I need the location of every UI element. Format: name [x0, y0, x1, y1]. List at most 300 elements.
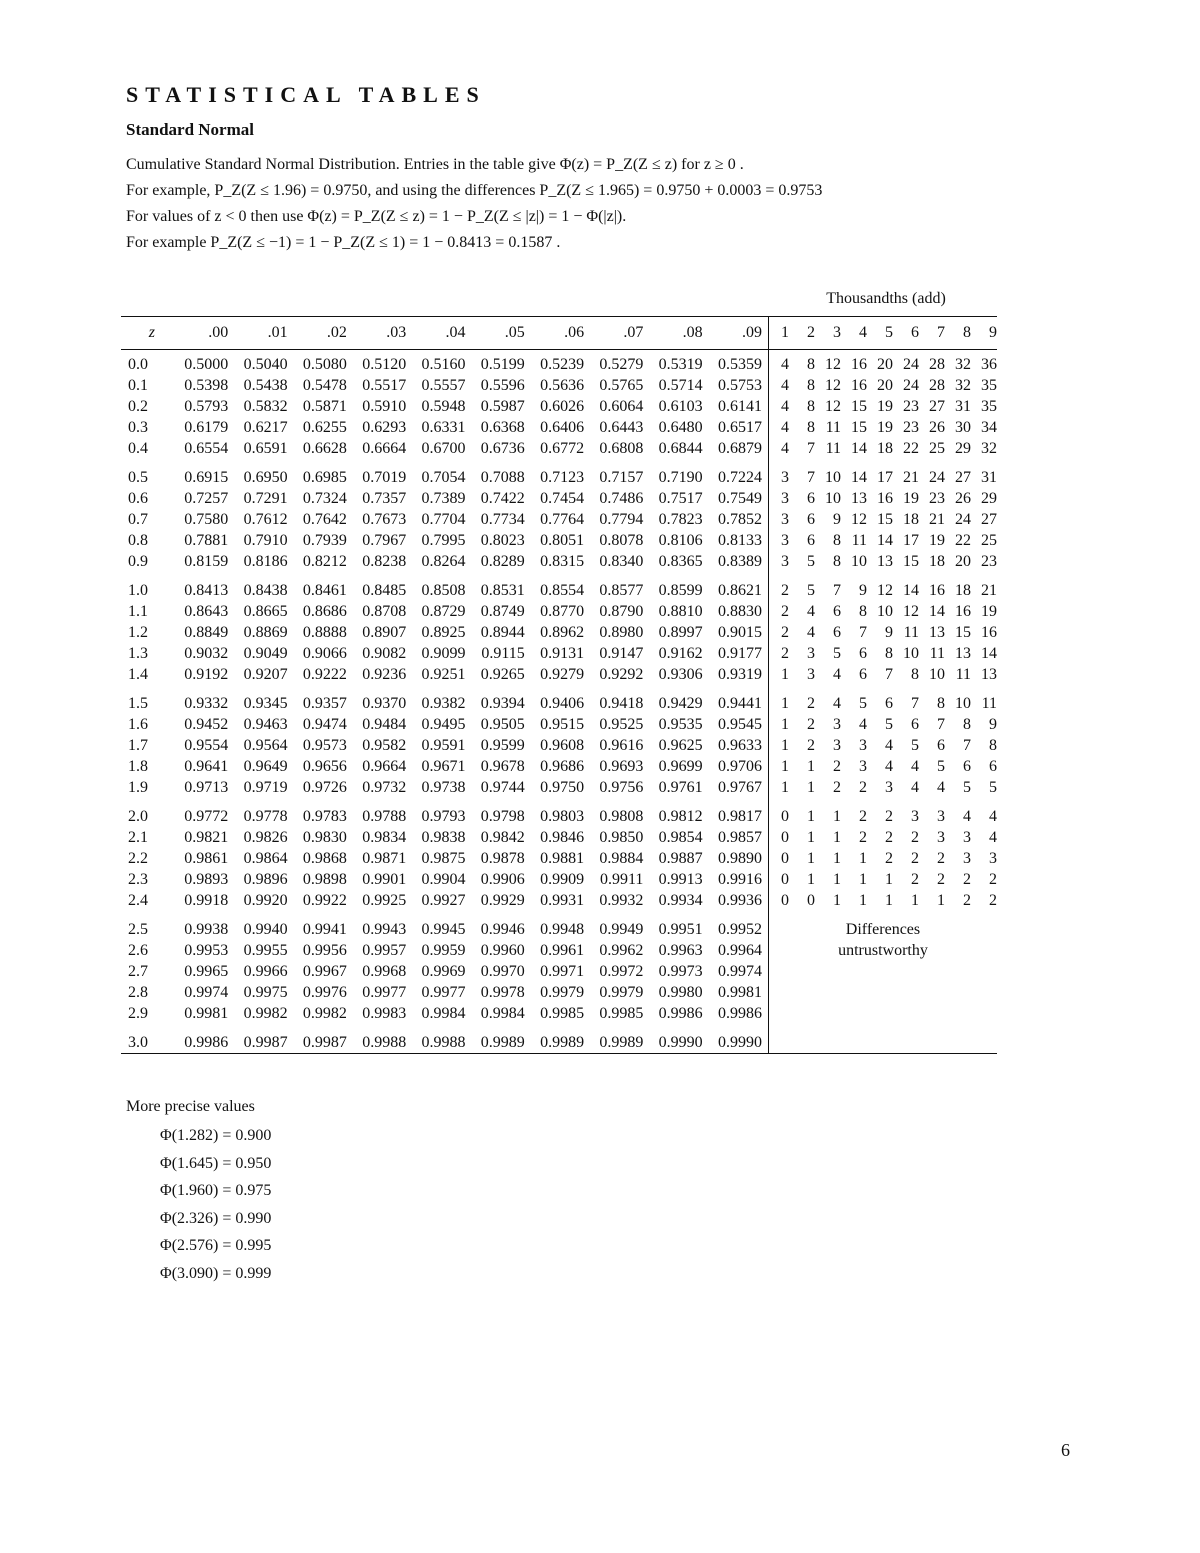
probability-cell: 0.5120 — [362, 356, 407, 373]
probability-cell: 0.9906 — [480, 871, 525, 888]
probability-cell: 0.9633 — [717, 737, 762, 754]
difference-cell: 1 — [806, 758, 815, 775]
probability-cell: 0.8665 — [243, 603, 288, 620]
probability-cell: 0.7357 — [362, 490, 407, 507]
probability-cell: 0.9564 — [243, 737, 288, 754]
difference-cell: 10 — [850, 553, 867, 570]
probability-cell: 0.8413 — [184, 582, 229, 599]
difference-cell: 7 — [962, 737, 971, 754]
probability-cell: 0.9861 — [184, 850, 229, 867]
row-gap — [155, 459, 169, 488]
difference-cell: 1 — [806, 850, 815, 867]
probability-cell: 0.8577 — [599, 582, 644, 599]
difference-cell: 24 — [902, 356, 919, 373]
probability-cell: 0.6293 — [362, 419, 407, 436]
probability-cell: 0.6844 — [658, 440, 703, 457]
difference-cell: 8 — [806, 356, 815, 373]
precise-value: Φ(3.090) = 0.999 — [160, 1264, 272, 1282]
probability-cell: 0.9949 — [599, 921, 644, 938]
column-header: .03 — [347, 317, 406, 350]
normal-distribution-table — [121, 316, 997, 1054]
difference-cell: 9 — [832, 511, 841, 528]
probability-cell: 0.9953 — [184, 942, 229, 959]
probability-cell: 0.8051 — [540, 532, 585, 549]
probability-cell: 0.9922 — [302, 892, 347, 909]
probability-cell: 0.9664 — [362, 758, 407, 775]
difference-cell: 2 — [936, 850, 945, 867]
column-header: .06 — [525, 317, 584, 350]
probability-cell: 0.7852 — [717, 511, 762, 528]
difference-cell: 22 — [902, 440, 919, 457]
probability-cell: 0.9984 — [421, 1005, 466, 1022]
probability-cell: 0.5596 — [480, 377, 525, 394]
column-header: .02 — [288, 317, 347, 350]
probability-cell: 0.9032 — [184, 645, 229, 662]
difference-cell: 8 — [832, 553, 841, 570]
row-gap — [155, 848, 169, 869]
difference-header: 3 — [815, 317, 841, 350]
difference-cell: 14 — [902, 582, 919, 599]
difference-cell: 8 — [806, 398, 815, 415]
probability-cell: 0.6217 — [243, 419, 288, 436]
difference-cell: 12 — [824, 356, 841, 373]
difference-cell: 28 — [928, 377, 945, 394]
probability-cell: 0.9989 — [584, 1024, 643, 1054]
difference-header: 4 — [841, 317, 867, 350]
difference-cell: 16 — [850, 356, 867, 373]
table-row-group — [121, 798, 997, 911]
difference-cell: 19 — [876, 419, 893, 436]
probability-cell: 0.9382 — [421, 695, 466, 712]
section-title: Standard Normal — [126, 120, 254, 139]
table-row — [121, 869, 997, 890]
table-row — [121, 417, 997, 438]
difference-cell: 8 — [988, 737, 997, 754]
z-value: 0.5 — [128, 469, 148, 486]
probability-cell: 0.7612 — [243, 511, 288, 528]
table-row — [121, 714, 997, 735]
probability-cell: 0.9236 — [362, 666, 407, 683]
probability-cell: 0.9925 — [362, 892, 407, 909]
difference-cell: 4 — [988, 808, 997, 825]
difference-cell: 10 — [902, 645, 919, 662]
difference-cell: 2 — [806, 716, 815, 733]
probability-cell: 0.6772 — [540, 440, 585, 457]
probability-cell: 0.9904 — [421, 871, 466, 888]
z-value: 1.4 — [128, 666, 148, 683]
probability-cell: 0.8264 — [421, 553, 466, 570]
difference-cell: 25 — [928, 440, 945, 457]
probability-cell: 0.9975 — [243, 984, 288, 1001]
difference-cell: 1 — [910, 892, 919, 909]
probability-cell: 0.7995 — [421, 532, 466, 549]
empty-difference-area — [768, 1024, 997, 1054]
z-value: 2.1 — [128, 829, 148, 846]
probability-cell: 0.9418 — [599, 695, 644, 712]
probability-cell: 0.6808 — [599, 440, 644, 457]
probability-cell: 0.7291 — [243, 490, 288, 507]
difference-cell: 3 — [806, 666, 815, 683]
z-value: 1.2 — [128, 624, 148, 641]
probability-cell: 0.9909 — [540, 871, 585, 888]
difference-cell: 18 — [954, 582, 971, 599]
difference-cell: 7 — [858, 624, 867, 641]
difference-cell: 5 — [832, 645, 841, 662]
table-row — [121, 622, 997, 643]
table-row — [121, 375, 997, 396]
difference-cell: 1 — [884, 871, 893, 888]
row-divider — [762, 1003, 769, 1024]
probability-cell: 0.8810 — [658, 603, 703, 620]
intro-line-3: For values of z < 0 then use Φ(z) = P_Z(Z ≤ z) = 1 − P_Z(Z ≤ |z|) = 1 − Φ(|z|). — [126, 208, 627, 225]
difference-header: 1 — [768, 317, 789, 350]
column-header: .05 — [465, 317, 524, 350]
difference-cell: 16 — [876, 490, 893, 507]
row-gap — [155, 685, 169, 714]
difference-cell: 11 — [851, 532, 867, 549]
table-row — [121, 350, 997, 376]
probability-cell: 0.8770 — [540, 603, 585, 620]
difference-cell: 10 — [876, 603, 893, 620]
difference-cell: 1 — [832, 871, 841, 888]
difference-cell: 3 — [988, 850, 997, 867]
difference-cell: 2 — [884, 829, 893, 846]
probability-cell: 0.8621 — [717, 582, 762, 599]
probability-cell: 0.9846 — [540, 829, 585, 846]
difference-cell: 29 — [954, 440, 971, 457]
probability-cell: 0.7580 — [184, 511, 229, 528]
difference-cell: 2 — [988, 871, 997, 888]
intro-line-2: For example, P_Z(Z ≤ 1.96) = 0.9750, and using the differences P_Z(Z ≤ 1.965) = 0.9750 + 0.0003 = 0.9753 — [126, 182, 823, 199]
difference-cell: 10 — [824, 490, 841, 507]
probability-cell: 0.9920 — [243, 892, 288, 909]
table-row-group — [121, 350, 997, 460]
probability-cell: 0.9788 — [362, 808, 407, 825]
row-gap — [155, 417, 169, 438]
probability-cell: 0.8980 — [599, 624, 644, 641]
probability-cell: 0.9641 — [184, 758, 229, 775]
probability-cell: 0.9192 — [184, 666, 229, 683]
probability-cell: 0.9898 — [302, 871, 347, 888]
probability-cell: 0.6985 — [302, 469, 347, 486]
probability-cell: 0.9979 — [540, 984, 585, 1001]
difference-cell: 6 — [806, 532, 815, 549]
difference-cell: 3 — [780, 553, 789, 570]
probability-cell: 0.9963 — [658, 942, 703, 959]
probability-cell: 0.9525 — [599, 716, 644, 733]
z-value: 2.5 — [128, 921, 148, 938]
probability-cell: 0.8485 — [362, 582, 407, 599]
difference-cell: 5 — [806, 553, 815, 570]
z-value: 2.2 — [128, 850, 148, 867]
difference-cell: 32 — [954, 356, 971, 373]
probability-cell: 0.8340 — [599, 553, 644, 570]
difference-cell: 15 — [954, 624, 971, 641]
table-row — [121, 396, 997, 417]
difference-cell: 6 — [858, 666, 867, 683]
difference-cell: 2 — [884, 808, 893, 825]
probability-cell: 0.6664 — [362, 440, 407, 457]
probability-cell: 0.9761 — [658, 779, 703, 796]
difference-cell: 11 — [981, 695, 997, 712]
probability-cell: 0.9990 — [703, 1024, 762, 1054]
difference-cell: 1 — [832, 829, 841, 846]
difference-header: 2 — [789, 317, 815, 350]
difference-cell: 5 — [858, 695, 867, 712]
row-gap — [155, 622, 169, 643]
z-value: 1.9 — [128, 779, 148, 796]
probability-cell: 0.8186 — [243, 553, 288, 570]
difference-cell: 2 — [910, 850, 919, 867]
probability-cell: 0.9817 — [717, 808, 762, 825]
difference-cell: 2 — [910, 829, 919, 846]
probability-cell: 0.9616 — [599, 737, 644, 754]
column-header: .04 — [406, 317, 465, 350]
difference-cell: 5 — [988, 779, 997, 796]
probability-cell: 0.9985 — [540, 1005, 585, 1022]
probability-cell: 0.8315 — [540, 553, 585, 570]
probability-cell: 0.9979 — [599, 984, 644, 1001]
difference-cell: 0 — [780, 829, 789, 846]
probability-cell: 0.9986 — [717, 1005, 762, 1022]
row-divider — [762, 961, 769, 982]
precise-values-heading: More precise values — [126, 1098, 255, 1115]
probability-cell: 0.9987 — [228, 1024, 287, 1054]
probability-cell: 0.9463 — [243, 716, 288, 733]
difference-cell: 2 — [858, 779, 867, 796]
probability-cell: 0.6480 — [658, 419, 703, 436]
z-value: 2.6 — [128, 942, 148, 959]
difference-cell: 16 — [850, 377, 867, 394]
probability-cell: 0.6064 — [599, 398, 644, 415]
probability-cell: 0.7794 — [599, 511, 644, 528]
probability-cell: 0.6331 — [421, 419, 466, 436]
table-row — [121, 1024, 997, 1054]
difference-cell: 7 — [806, 440, 815, 457]
difference-cell: 21 — [928, 511, 945, 528]
probability-cell: 0.5080 — [302, 356, 347, 373]
probability-cell: 0.5987 — [480, 398, 525, 415]
difference-cell: 3 — [936, 808, 945, 825]
difference-cell: 14 — [876, 532, 893, 549]
probability-cell: 0.6255 — [302, 419, 347, 436]
precise-value: Φ(1.282) = 0.900 — [160, 1127, 272, 1144]
probability-cell: 0.9738 — [421, 779, 466, 796]
difference-cell: 14 — [980, 645, 997, 662]
probability-cell: 0.9913 — [658, 871, 703, 888]
difference-cell: 6 — [806, 511, 815, 528]
probability-cell: 0.7088 — [480, 469, 525, 486]
probability-cell: 0.8790 — [599, 603, 644, 620]
difference-cell: 2 — [962, 871, 971, 888]
difference-cell: 23 — [980, 553, 997, 570]
difference-cell: 9 — [988, 716, 997, 733]
probability-cell: 0.9960 — [480, 942, 525, 959]
table-row — [121, 777, 997, 798]
difference-cell: 4 — [962, 808, 971, 825]
table-row — [121, 572, 997, 601]
difference-cell: 13 — [980, 666, 997, 683]
difference-cell: 1 — [780, 758, 789, 775]
difference-cell: 6 — [936, 737, 945, 754]
probability-cell: 0.9850 — [599, 829, 644, 846]
table-row — [121, 890, 997, 911]
probability-cell: 0.5319 — [658, 356, 703, 373]
probability-cell: 0.5279 — [599, 356, 644, 373]
probability-cell: 0.9332 — [184, 695, 229, 712]
probability-cell: 0.9082 — [362, 645, 407, 662]
probability-cell: 0.5438 — [243, 377, 288, 394]
probability-cell: 0.8133 — [717, 532, 762, 549]
difference-cell: 4 — [780, 440, 789, 457]
probability-cell: 0.6406 — [540, 419, 585, 436]
probability-cell: 0.9099 — [421, 645, 466, 662]
column-header: .09 — [703, 317, 762, 350]
difference-cell: 3 — [780, 490, 789, 507]
probability-cell: 0.8554 — [540, 582, 585, 599]
difference-cell: 2 — [832, 779, 841, 796]
probability-cell: 0.5000 — [184, 356, 229, 373]
table-row — [121, 848, 997, 869]
z-value: 2.8 — [128, 984, 148, 1001]
probability-cell: 0.5239 — [540, 356, 585, 373]
probability-cell: 0.8925 — [421, 624, 466, 641]
difference-cell: 17 — [902, 532, 919, 549]
intro-text — [126, 152, 1026, 256]
probability-cell: 0.5793 — [184, 398, 229, 415]
difference-cell: 3 — [884, 779, 893, 796]
row-gap — [155, 572, 169, 601]
difference-cell: 2 — [884, 850, 893, 867]
probability-cell: 0.5765 — [599, 377, 644, 394]
difference-cell: 3 — [858, 758, 867, 775]
difference-cell: 10 — [928, 666, 945, 683]
difference-header: 7 — [919, 317, 945, 350]
difference-cell: 24 — [954, 511, 971, 528]
difference-cell: 0 — [806, 892, 815, 909]
probability-cell: 0.9535 — [658, 716, 703, 733]
table-row — [121, 459, 997, 488]
table-row — [121, 685, 997, 714]
probability-cell: 0.9783 — [302, 808, 347, 825]
z-value: 3.0 — [121, 1024, 155, 1054]
intro-line-4: For example P_Z(Z ≤ −1) = 1 − P_Z(Z ≤ 1) = 1 − 0.8413 = 0.1587 . — [126, 234, 561, 251]
probability-cell: 0.9573 — [302, 737, 347, 754]
probability-cell: 0.7517 — [658, 490, 703, 507]
probability-cell: 0.9115 — [481, 645, 525, 662]
difference-cell: 4 — [884, 737, 893, 754]
table-row — [121, 911, 997, 940]
table-row — [121, 664, 997, 685]
row-gap — [155, 961, 169, 982]
probability-cell: 0.7054 — [421, 469, 466, 486]
probability-cell: 0.9973 — [658, 963, 703, 980]
difference-cell: 2 — [780, 624, 789, 641]
probability-cell: 0.6628 — [302, 440, 347, 457]
difference-cell: 8 — [936, 695, 945, 712]
probability-cell: 0.9015 — [717, 624, 762, 641]
probability-cell: 0.9986 — [169, 1024, 228, 1054]
row-gap — [155, 488, 169, 509]
difference-cell: 4 — [832, 666, 841, 683]
probability-cell: 0.9977 — [421, 984, 466, 1001]
probability-cell: 0.7389 — [421, 490, 466, 507]
difference-cell: 8 — [832, 532, 841, 549]
table-row — [121, 530, 997, 551]
difference-cell: 14 — [850, 469, 867, 486]
probability-cell: 0.5714 — [658, 377, 703, 394]
probability-cell: 0.9554 — [184, 737, 229, 754]
difference-cell: 23 — [902, 419, 919, 436]
difference-cell: 15 — [850, 419, 867, 436]
probability-cell: 0.9699 — [658, 758, 703, 775]
probability-cell: 0.9693 — [599, 758, 644, 775]
table-row — [121, 551, 997, 572]
probability-cell: 0.6026 — [540, 398, 585, 415]
probability-cell: 0.8365 — [658, 553, 703, 570]
probability-cell: 0.9981 — [717, 984, 762, 1001]
probability-cell: 0.9599 — [480, 737, 525, 754]
untrustworthy-line-1: Differences — [845, 921, 921, 938]
probability-cell: 0.7486 — [599, 490, 644, 507]
row-gap — [155, 664, 169, 685]
z-column-header: z — [121, 317, 155, 350]
probability-cell: 0.7422 — [480, 490, 525, 507]
column-header: .00 — [169, 317, 228, 350]
difference-cell: 8 — [806, 377, 815, 394]
z-value: 2.9 — [128, 1005, 148, 1022]
probability-cell: 0.9864 — [243, 850, 288, 867]
column-header: .08 — [643, 317, 702, 350]
difference-cell: 1 — [858, 850, 867, 867]
probability-cell: 0.9222 — [302, 666, 347, 683]
probability-cell: 0.9957 — [362, 942, 407, 959]
probability-cell: 0.9986 — [658, 1005, 703, 1022]
probability-cell: 0.9893 — [184, 871, 229, 888]
probability-cell: 0.9370 — [362, 695, 407, 712]
probability-cell: 0.7642 — [302, 511, 347, 528]
difference-cell: 25 — [980, 532, 997, 549]
probability-cell: 0.9686 — [540, 758, 585, 775]
row-gap — [155, 827, 169, 848]
row-gap — [155, 350, 169, 376]
row-gap — [155, 714, 169, 735]
row-gap — [155, 982, 169, 1003]
probability-cell: 0.6517 — [717, 419, 762, 436]
difference-cell: 9 — [884, 624, 893, 641]
probability-cell: 0.9974 — [184, 984, 229, 1001]
probability-cell: 0.9982 — [243, 1005, 288, 1022]
probability-cell: 0.7881 — [184, 532, 229, 549]
difference-cell: 5 — [884, 716, 893, 733]
difference-cell: 8 — [962, 716, 971, 733]
probability-cell: 0.6179 — [184, 419, 229, 436]
row-divider — [762, 982, 769, 1003]
difference-cell: 23 — [902, 398, 919, 415]
difference-cell: 34 — [980, 419, 997, 436]
difference-cell: 8 — [910, 666, 919, 683]
z-value: 1.1 — [128, 603, 148, 620]
difference-cell: 4 — [988, 829, 997, 846]
probability-cell: 0.9969 — [421, 963, 466, 980]
probability-cell: 0.9875 — [421, 850, 466, 867]
precise-value: Φ(1.645) = 0.950 — [160, 1154, 272, 1172]
row-gap — [155, 551, 169, 572]
probability-cell: 0.8869 — [243, 624, 288, 641]
probability-cell: 0.9927 — [421, 892, 466, 909]
probability-cell: 0.9887 — [658, 850, 703, 867]
difference-cell: 21 — [980, 582, 997, 599]
